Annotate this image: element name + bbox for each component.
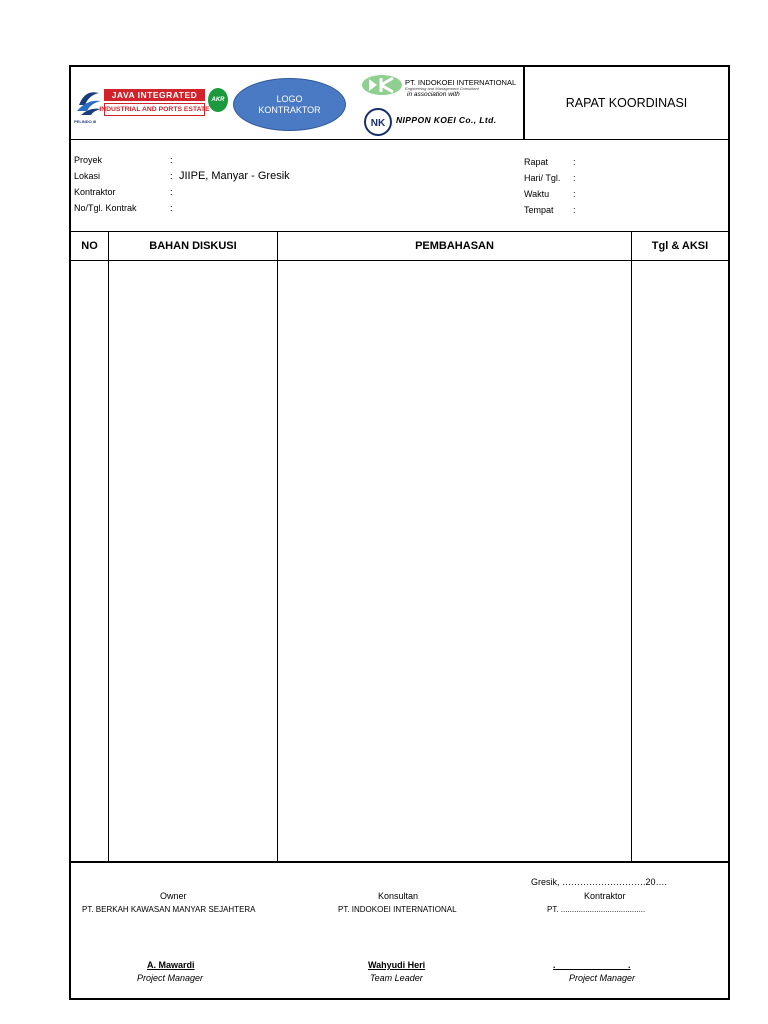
form-title: RAPAT KOORDINASI: [565, 96, 688, 110]
column-divider: [631, 232, 632, 861]
nk-logo-text: NK: [370, 118, 386, 129]
jiipe-logo: [99, 89, 210, 117]
contractor-logo-line1: LOGO: [276, 93, 303, 104]
tempat-colon: :: [573, 205, 576, 215]
contractor-logo-placeholder: [233, 78, 346, 131]
nippon-koei-name: NIPPON KOEI Co., Ltd.: [396, 115, 497, 125]
tempat-label: Tempat: [524, 205, 554, 215]
col-header-tgl-aksi: Tgl & AKSI: [651, 240, 709, 252]
form-header: [71, 67, 728, 140]
indokoei-logo-icon: [361, 74, 403, 96]
column-divider: [277, 232, 278, 861]
consultant-title: Team Leader: [370, 973, 423, 983]
contractor-title: Project Manager: [569, 973, 636, 983]
lokasi-label: Lokasi: [74, 171, 101, 181]
waktu-colon: :: [573, 189, 576, 199]
contractor-company: PT. ......................................: [547, 905, 646, 914]
owner-role: Owner: [160, 891, 187, 901]
pelindo-label: PELINDO III: [74, 119, 97, 124]
indokoei-subtitle: Engineering and Management Consultant: [405, 86, 479, 91]
contractor-name: . .: [553, 960, 631, 970]
meeting-form: [69, 65, 730, 1000]
table-header: [71, 232, 728, 261]
rapat-colon: :: [573, 157, 576, 167]
nippon-koei-logo-icon: [363, 107, 393, 137]
proyek-label: Proyek: [74, 155, 103, 165]
consultant-role: Konsultan: [378, 891, 419, 901]
indokoei-name: PT. INDOKOEI INTERNATIONAL: [405, 78, 517, 87]
proyek-colon: :: [170, 155, 173, 165]
hari-tgl-colon: :: [573, 173, 576, 183]
col-header-no: NO: [81, 240, 98, 252]
column-divider: [108, 232, 109, 861]
lokasi-value: JIIPE, Manyar - Gresik: [179, 170, 290, 182]
info-section: [71, 140, 728, 232]
form-title-cell: [523, 67, 728, 139]
place-date: Gresik, ……………………….20….: [531, 877, 668, 887]
jiipe-logo-bottom: INDUSTRIAL AND PORTS ESTATE: [104, 103, 205, 116]
kontraktor-colon: :: [170, 187, 173, 197]
consultant-name: Wahyudi Heri: [368, 960, 426, 970]
owner-name: A. Mawardi: [147, 960, 195, 970]
akr-logo: AKR: [208, 88, 228, 112]
kontrak-colon: :: [170, 203, 173, 213]
hari-tgl-label: Hari/ Tgl.: [524, 173, 561, 183]
owner-title: Project Manager: [137, 973, 204, 983]
col-header-bahan-diskusi: BAHAN DISKUSI: [149, 240, 237, 252]
rapat-label: Rapat: [524, 157, 549, 167]
owner-company: PT. BERKAH KAWASAN MANYAR SEJAHTERA: [82, 905, 256, 914]
signature-section: [71, 861, 728, 998]
col-header-pembahasan: PEMBAHASAN: [415, 240, 494, 252]
contractor-role: Kontraktor: [584, 891, 626, 901]
association-text: in association with: [407, 91, 460, 98]
contractor-logo-line2: KONTRAKTOR: [258, 104, 321, 115]
pelindo-logo: [75, 85, 103, 119]
waktu-label: Waktu: [524, 189, 550, 199]
consultant-company: PT. INDOKOEI INTERNATIONAL: [338, 905, 457, 914]
kontraktor-label: Kontraktor: [74, 187, 116, 197]
kontrak-label: No/Tgl. Kontrak: [74, 203, 137, 213]
lokasi-colon: :: [170, 171, 173, 181]
jiipe-logo-top: JAVA INTEGRATED: [104, 89, 205, 101]
